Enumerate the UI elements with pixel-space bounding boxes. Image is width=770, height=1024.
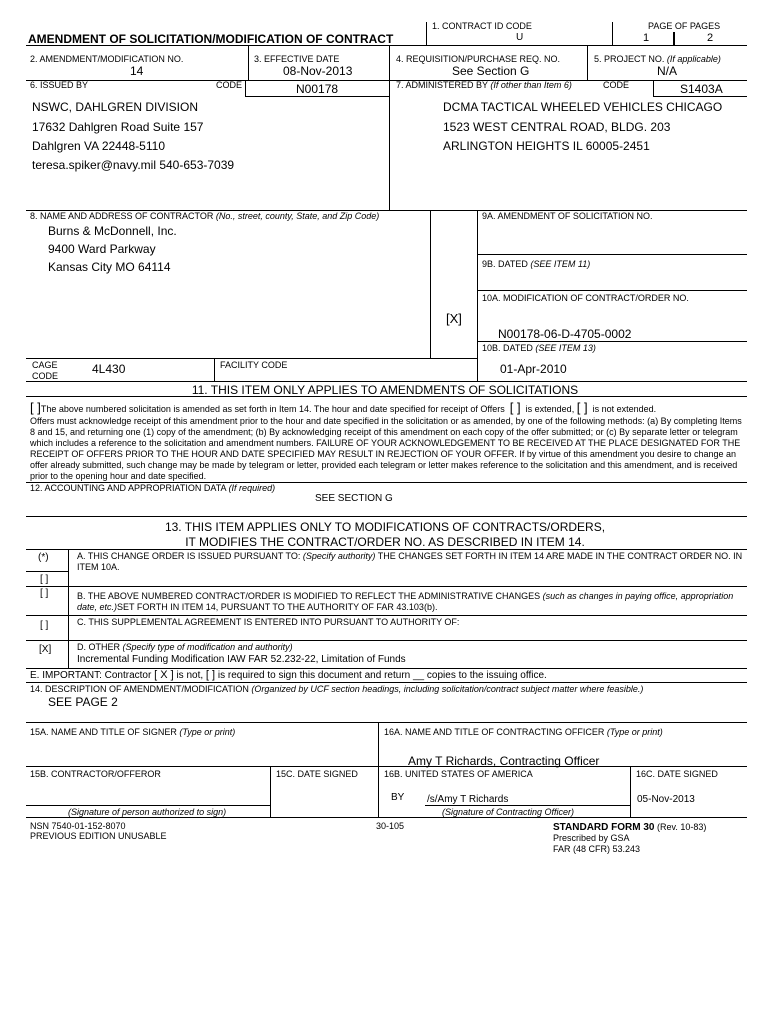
item13b-note: (such as changes in paying office, appropriation: [542, 591, 734, 601]
total-pages: 2: [707, 32, 714, 44]
dated-9b-label-text: 9B. DATED: [482, 259, 528, 269]
accounting-label-note: (If required): [228, 483, 276, 493]
item11-text-b: is extended,: [525, 404, 575, 414]
issuer-code-value: N00178: [296, 82, 339, 96]
item11-text-c: is not extended.: [592, 404, 657, 414]
rule: [26, 817, 747, 818]
usa-16b-label: 16B. UNITED STATES OF AMERICA: [384, 769, 533, 779]
item13d-value: Incremental Funding Modification IAW FAR 52.232-22, Limitation of Funds: [77, 654, 406, 665]
rule: [245, 80, 246, 96]
administered-label-note: (If other than Item 6): [490, 80, 572, 90]
contractor-15b-label: 15B. CONTRACTOR/OFFEROR: [30, 769, 161, 779]
item11-heading: 11. THIS ITEM ONLY APPLIES TO AMENDMENTS OF SOLICITATIONS: [191, 383, 579, 397]
rule: [26, 516, 747, 517]
signer-15a-label-text: 15A. NAME AND TITLE OF SIGNER: [30, 727, 177, 737]
rule: [26, 381, 747, 382]
prescribed-by: Prescribed by GSA: [553, 833, 630, 843]
rule: [270, 766, 271, 817]
issuer-line-4: teresa.spiker@navy.mil 540-653-7039: [32, 158, 235, 172]
dated-10b-value: 01-Apr-2010: [500, 362, 567, 376]
item13a-text-1: A. THIS CHANGE ORDER IS ISSUED PURSUANT TO:: [77, 551, 301, 561]
contractor-line-3: Kansas City MO 64114: [48, 260, 171, 274]
project-value: N/A: [657, 64, 678, 78]
item14-label: [30, 685, 643, 694]
item11-paragraph: Offers must acknowledge receipt of this amendment prior to the hour and date specified in the solicitation or as amended, by one of the following methods: (a) By completing Items 8 and 15, and returning one (1) copy of the amendment; (b) By acknowledging receipt of this amendment on each copy of the offer submitted; or (c) By separate letter or telegram which includes a reference to the solicitation and amendment numbers. FAILURE OF YOUR ACKNOWLEDGEMENT TO BE RECEIVED AT THE PLACE DESIGNATED FOR THE RECEIPT OF OFFERS PRIOR TO THE HOUR AND DATE SPECIFIED MAY RESULT IN REJECTION OF YOUR OFFER. If by virtue of this amendment you desire to change an offer already submitted, such change may be made by telegram or letter, provided each telegram or letter makes reference to the solicitation and this amendment, and is received prior to the opening hour and date specified.: [30, 416, 742, 481]
issuer-line-3: Dahlgren VA 22448-5110: [32, 139, 165, 153]
issued-by-label: 6. ISSUED BY: [30, 80, 89, 90]
item13a-mark: (*): [38, 552, 49, 563]
amendment-no-value: 14: [130, 64, 144, 78]
important-line: [30, 670, 547, 681]
rule: [26, 722, 747, 723]
item11-bracket-1: [ ]: [30, 400, 41, 415]
contract-id-label: 1. CONTRACT ID CODE: [432, 21, 532, 31]
rule: [214, 358, 215, 381]
item13a-note: (Specify authority): [302, 551, 376, 561]
contractor-label-note: (No., street, county, State, and Zip Code): [215, 211, 380, 221]
standard-form-line: [553, 823, 706, 833]
rule: [378, 722, 379, 817]
accounting-label: [30, 484, 275, 493]
nsn-number: NSN 7540-01-152-8070: [30, 821, 126, 831]
contractor-line-2: 9400 Ward Parkway: [48, 242, 156, 256]
item10-mark: [X]: [446, 311, 462, 326]
rule: [26, 571, 68, 572]
item13-heading-1: 13. THIS ITEM APPLIES ONLY TO MODIFICATIONS OF CONTRACTS/ORDERS,: [164, 520, 606, 534]
item13b-line-1: [77, 592, 733, 601]
issuer-line-1: NSWC, DAHLGREN DIVISION: [32, 100, 199, 114]
project-label: [594, 55, 721, 64]
rule: [26, 766, 747, 767]
important-text-b: is not,: [176, 670, 204, 681]
cage-label-1: CAGE: [32, 360, 58, 370]
form-title: AMENDMENT OF SOLICITATION/MODIFICATION OF CONTRACT: [28, 32, 394, 46]
item13b-note-2: date, etc.): [77, 602, 118, 612]
project-label-note: (If applicable): [666, 54, 721, 64]
important-mark-2: [ ]: [205, 669, 216, 681]
far-reference: FAR (48 CFR) 53.243: [553, 844, 641, 854]
signer-15a-label: [30, 728, 235, 737]
by-label: BY: [391, 792, 405, 803]
previous-edition-note: PREVIOUS EDITION UNUSABLE: [30, 831, 167, 841]
rule: [26, 358, 477, 359]
accounting-label-text: 12. ACCOUNTING AND APPROPRIATION DATA: [30, 483, 227, 493]
code-label: CODE: [216, 80, 243, 90]
item13b-text-1: B. THE ABOVE NUMBERED CONTRACT/ORDER IS MODIFIED TO REFLECT THE ADMINISTRATIVE CHANGES: [77, 591, 541, 601]
project-label-text: 5. PROJECT NO.: [594, 54, 665, 64]
rule: [630, 766, 631, 817]
amendment-9a-label: 9A. AMENDMENT OF SOLICITATION NO.: [482, 211, 653, 221]
admin-line-3: ARLINGTON HEIGHTS IL 60005-2451: [443, 139, 650, 153]
dated-10b-label: [482, 344, 596, 353]
rule: [653, 96, 747, 97]
rule: [26, 80, 747, 81]
date-16c-label: 16C. DATE SIGNED: [636, 769, 718, 779]
cage-code-value: 4L430: [92, 362, 126, 376]
effective-date-value: 08-Nov-2013: [283, 64, 353, 78]
date-15c-label: 15C. DATE SIGNED: [276, 769, 358, 779]
issuer-line-2: 17632 Dahlgren Road Suite 157: [32, 120, 204, 134]
item14-value: SEE PAGE 2: [48, 695, 118, 709]
rule: [26, 586, 747, 587]
item13d-line-1: [77, 643, 293, 652]
rule: [425, 805, 630, 806]
page-number: 1: [643, 32, 650, 44]
rule: [248, 45, 249, 80]
rule: [26, 640, 747, 641]
rule: [477, 254, 747, 255]
signature-value: /s/Amy T Richards: [427, 794, 509, 805]
facility-code-label: FACILITY CODE: [220, 360, 288, 370]
requisition-value: See Section G: [452, 64, 530, 78]
requisition-label: 4. REQUISITION/PURCHASE REQ. NO.: [396, 54, 561, 64]
cage-label-2: CODE: [32, 371, 59, 381]
contracting-officer-name: Amy T Richards, Contracting Officer: [408, 754, 600, 768]
item14-label-text: 14. DESCRIPTION OF AMENDMENT/MODIFICATION: [30, 684, 249, 694]
rule: [477, 290, 747, 291]
item11-bracket-2: [ ]: [509, 400, 521, 415]
amendment-no-label: 2. AMENDMENT/MODIFICATION NO.: [30, 54, 184, 64]
item13b-text-2: SET FORTH IN ITEM 14, PURSUANT TO THE AUTHORITY OF FAR 43.103(b).: [117, 602, 438, 612]
officer-16a-label: [384, 728, 663, 737]
item13c-mark: [ ]: [40, 620, 49, 631]
item14-label-note: (Organized by UCF section headings, including solicitation/contract subject matter where feasible.): [251, 684, 644, 694]
contractor-label-text: 8. NAME AND ADDRESS OF CONTRACTOR: [30, 211, 214, 221]
item13b-line-2: [77, 603, 437, 612]
dated-9b-label: [482, 260, 590, 269]
signer-15a-label-note: (Type or print): [179, 727, 236, 737]
officer-16a-label-text: 16A. NAME AND TITLE OF CONTRACTING OFFICER: [384, 727, 605, 737]
contractor-line-1: Burns & McDonnell, Inc.: [48, 224, 177, 238]
rule: [26, 668, 747, 669]
form-code: 30-105: [376, 821, 405, 831]
rule: [26, 549, 747, 550]
signature-officer-caption: (Signature of Contracting Officer): [442, 807, 575, 817]
admin-code-value: S1403A: [680, 82, 723, 96]
item13a-text-2: THE CHANGES SET FORTH IN ITEM 14 ARE MADE IN THE CONTRACT ORDER NO. IN: [377, 551, 743, 561]
item13c-text: C. THIS SUPPLEMENTAL AGREEMENT IS ENTERED INTO PURSUANT TO AUTHORITY OF:: [77, 617, 460, 627]
contractor-label: [30, 212, 379, 221]
important-blank: __: [413, 670, 425, 681]
accounting-value: SEE SECTION G: [315, 493, 393, 504]
rule: [653, 80, 654, 96]
officer-16a-label-note: (Type or print): [606, 727, 663, 737]
administered-label-text: 7. ADMINISTERED BY: [396, 80, 488, 90]
dated-10b-label-text: 10B. DATED: [482, 343, 533, 353]
rule: [477, 210, 478, 381]
standard-form-name: STANDARD FORM 30: [553, 822, 655, 833]
modification-10a-label: 10A. MODIFICATION OF CONTRACT/ORDER NO.: [482, 293, 689, 303]
important-text-d: copies to the issuing office.: [426, 670, 547, 681]
admin-line-2: 1523 WEST CENTRAL ROAD, BLDG. 203: [443, 120, 671, 134]
rule: [389, 45, 390, 210]
effective-date-label: 3. EFFECTIVE DATE: [254, 54, 340, 64]
item11-bracket-3: [ ]: [576, 400, 588, 415]
rule: [26, 682, 747, 683]
item13d-text: D. OTHER: [77, 642, 121, 652]
page-of-pages-label: PAGE OF PAGES: [648, 21, 721, 31]
standard-form-rev: (Rev. 10-83): [657, 822, 707, 832]
important-text-a: E. IMPORTANT: Contractor: [30, 670, 152, 681]
rule: [477, 341, 747, 342]
item13-blank-mark: [ ]: [40, 574, 49, 585]
rule: [612, 22, 613, 45]
rule: [68, 549, 69, 668]
admin-line-1: DCMA TACTICAL WHEELED VEHICLES CHICAGO: [443, 100, 723, 114]
item11-line: [30, 401, 656, 414]
administered-label: [396, 81, 572, 90]
item13d-note: (Specify type of modification and authority): [122, 642, 293, 652]
important-mark-1: [ X ]: [154, 669, 174, 681]
rule: [430, 210, 431, 358]
rule: [673, 32, 675, 45]
date-16c-value: 05-Nov-2013: [637, 794, 695, 805]
item13b-mark: [ ]: [40, 588, 49, 599]
item13-heading-2: IT MODIFIES THE CONTRACT/ORDER NO. AS DESCRIBED IN ITEM 14.: [185, 535, 585, 549]
rule: [426, 22, 427, 45]
dated-10b-label-note: (SEE ITEM 13): [535, 343, 596, 353]
item13a-line-1: [77, 552, 742, 561]
important-text-c: is required to sign this document and return: [217, 670, 411, 681]
item13a-text-3: ITEM 10A.: [77, 562, 120, 572]
dated-9b-label-note: (SEE ITEM 11): [530, 259, 591, 269]
rule: [245, 96, 389, 97]
item13d-mark: [X]: [39, 644, 52, 655]
contract-order-number: N00178-06-D-4705-0002: [498, 327, 632, 341]
code2-label: CODE: [603, 80, 630, 90]
rule: [587, 45, 588, 80]
rule: [26, 615, 747, 616]
rule: [26, 805, 270, 806]
contract-id-value: U: [516, 32, 524, 43]
signature-person-caption: (Signature of person authorized to sign): [68, 807, 227, 817]
item11-text-a: The above numbered solicitation is amended as set forth in Item 14. The hour and date specified for receipt of Offers: [40, 404, 505, 414]
